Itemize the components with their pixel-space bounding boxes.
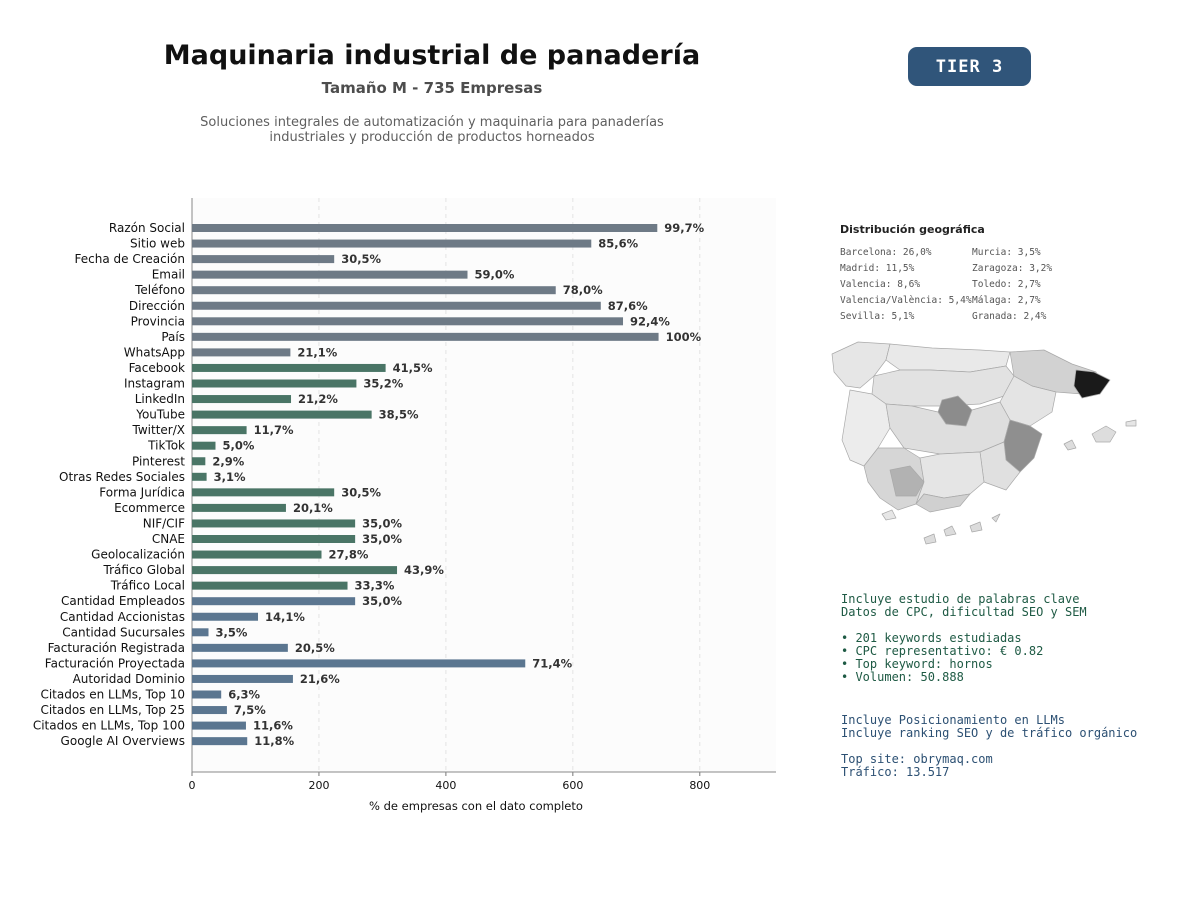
category-label: LinkedIn xyxy=(134,392,185,407)
category-label: Cantidad Accionistas xyxy=(59,609,185,624)
category-label: Geolocalización xyxy=(91,547,185,562)
description-line-2: industriales y producción de productos horneados xyxy=(269,130,595,145)
data-label: 100% xyxy=(665,329,702,344)
map-region-barcelona xyxy=(1074,370,1110,398)
bar xyxy=(192,255,334,263)
category-label: CNAE xyxy=(151,532,185,546)
plot-background xyxy=(192,198,776,772)
category-label: Citados en LLMs, Top 10 xyxy=(40,687,185,702)
data-label: 21,1% xyxy=(297,345,338,360)
bar xyxy=(192,706,227,714)
map-region-canary-3 xyxy=(970,522,982,532)
data-label: 2,9% xyxy=(212,454,245,469)
data-label: 35,0% xyxy=(362,532,403,546)
spain-map xyxy=(820,330,1150,565)
geo-right-item: Zaragoza: 3,2% xyxy=(972,263,1053,274)
bar xyxy=(192,240,591,248)
bar xyxy=(192,597,355,605)
geo-left-item: Valencia: 8,6% xyxy=(840,279,921,290)
map-region-canary-4 xyxy=(992,514,1000,522)
category-label: Teléfono xyxy=(135,283,185,298)
data-label: 20,1% xyxy=(292,500,333,515)
bar xyxy=(192,271,467,279)
bar xyxy=(192,504,286,512)
map-region-ceuta xyxy=(882,510,896,520)
bar xyxy=(192,442,215,450)
geo-right-item: Murcia: 3,5% xyxy=(972,247,1041,258)
bar xyxy=(192,473,207,481)
bar xyxy=(192,302,601,310)
data-label: 41,5% xyxy=(392,360,433,375)
category-label: Facturación Proyectada xyxy=(44,656,185,671)
category-label: Pinterest xyxy=(131,454,185,469)
x-tick-label: 800 xyxy=(689,779,711,792)
data-label: 6,3% xyxy=(228,687,261,702)
data-label: 21,6% xyxy=(299,671,340,686)
bar xyxy=(192,628,209,636)
bar xyxy=(192,691,221,699)
data-label: 21,2% xyxy=(298,392,338,407)
data-label: 11,7% xyxy=(253,423,294,438)
bar xyxy=(192,224,657,232)
bar xyxy=(192,380,356,388)
top-site: Top site: obrymaq.com xyxy=(841,752,993,766)
data-label: 30,5% xyxy=(341,252,382,267)
bar xyxy=(192,659,525,667)
data-label: 78,0% xyxy=(562,283,603,298)
keywords-line-2: Datos de CPC, dificultad SEO y SEM xyxy=(841,605,1087,619)
geo-right-item: Málaga: 2,7% xyxy=(972,295,1041,306)
data-label: 35,0% xyxy=(362,594,403,609)
category-label: TikTok xyxy=(148,438,185,453)
map-region-mallorca xyxy=(1092,426,1116,442)
category-label: Cantidad Empleados xyxy=(61,594,185,609)
category-label: Sitio web xyxy=(130,236,185,251)
bar xyxy=(192,364,386,372)
bar xyxy=(192,317,623,325)
data-label: 3,5% xyxy=(215,625,248,640)
bar xyxy=(192,488,334,496)
bar xyxy=(192,411,372,419)
data-label: 14,1% xyxy=(265,609,305,624)
keywords-bullet: • 201 keywords estudiadas xyxy=(841,631,1022,645)
bar xyxy=(192,737,247,745)
page-title: Maquinaria industrial de panadería xyxy=(163,40,701,71)
bar xyxy=(192,722,246,730)
data-label: 27,8% xyxy=(328,547,369,562)
data-label: 71,4% xyxy=(532,656,573,671)
data-label: 99,7% xyxy=(664,221,705,235)
tier-badge: TIER 3 xyxy=(908,47,1031,86)
map-region-ibiza xyxy=(1064,440,1076,450)
category-label: Twitter/X xyxy=(132,423,185,438)
data-label: 43,9% xyxy=(404,563,444,578)
category-label: Instagram xyxy=(123,376,185,391)
map-region-canary-1 xyxy=(924,534,936,544)
geo-right-item: Granada: 2,4% xyxy=(972,311,1047,322)
x-axis-label: % de empresas con el dato completo xyxy=(369,799,583,813)
x-tick-label: 600 xyxy=(562,779,584,792)
geo-title: Distribución geográfica xyxy=(840,223,985,236)
bar xyxy=(192,582,348,590)
bar xyxy=(192,333,659,341)
bar xyxy=(192,457,205,465)
bar xyxy=(192,535,355,543)
data-label: 35,2% xyxy=(363,376,404,391)
category-label: Email xyxy=(151,267,185,282)
geo-left-item: Madrid: 11,5% xyxy=(840,263,915,274)
bar xyxy=(192,566,397,574)
x-tick-label: 200 xyxy=(308,779,330,792)
x-tick-label: 0 xyxy=(188,779,196,792)
data-label: 30,5% xyxy=(341,485,382,500)
page-subtitle: Tamaño M - 735 Empresas xyxy=(321,79,543,97)
category-label: Dirección xyxy=(128,298,185,313)
data-label: 59,0% xyxy=(474,267,515,282)
bar xyxy=(192,644,288,652)
category-label: Razón Social xyxy=(108,221,185,235)
llm-line-1: Incluye Posicionamiento en LLMs xyxy=(841,713,1065,727)
geo-left-item: Sevilla: 5,1% xyxy=(840,311,915,322)
data-label: 92,4% xyxy=(630,314,670,329)
keywords-bullet: • Top keyword: hornos xyxy=(841,657,993,671)
keywords-line-1: Incluye estudio de palabras clave xyxy=(841,592,1080,606)
top-site-traffic: Tráfico: 13.517 xyxy=(841,765,950,779)
bar xyxy=(192,551,321,559)
category-label: WhatsApp xyxy=(123,345,185,360)
category-label: Tráfico Local xyxy=(110,578,185,593)
data-label: 87,6% xyxy=(607,298,648,313)
data-label: 3,1% xyxy=(213,469,246,484)
category-label: Autoridad Dominio xyxy=(72,671,185,686)
data-label: 33,3% xyxy=(354,578,395,593)
category-label: Cantidad Sucursales xyxy=(62,625,185,640)
bar xyxy=(192,426,247,434)
bar xyxy=(192,675,293,683)
category-label: NIF/CIF xyxy=(142,516,185,531)
data-label: 20,5% xyxy=(294,640,335,655)
data-label: 11,6% xyxy=(252,718,293,733)
description-line-1: Soluciones integrales de automatización y maquinaria para panaderías xyxy=(200,115,664,130)
category-label: YouTube xyxy=(136,407,185,422)
category-label: Ecommerce xyxy=(114,500,185,515)
category-label: Citados en LLMs, Top 100 xyxy=(32,718,185,733)
bar xyxy=(192,613,258,621)
llm-line-2: Incluye ranking SEO y de tráfico orgánico xyxy=(841,726,1138,740)
bar xyxy=(192,519,355,527)
bar xyxy=(192,286,556,294)
category-label: Provincia xyxy=(130,314,185,329)
category-label: Facebook xyxy=(128,360,185,375)
data-label: 5,0% xyxy=(222,438,255,453)
data-label: 35,0% xyxy=(362,516,403,531)
map-region-menorca xyxy=(1126,420,1136,426)
category-label: Tráfico Global xyxy=(103,563,185,578)
data-label: 11,8% xyxy=(254,734,295,749)
map-region-north xyxy=(886,344,1010,372)
geo-left-item: Valencia/València: 5,4% xyxy=(840,295,972,306)
category-label: Fecha de Creación xyxy=(74,252,185,267)
geo-right-item: Toledo: 2,7% xyxy=(972,279,1041,290)
x-tick-label: 400 xyxy=(435,779,457,792)
data-label: 7,5% xyxy=(233,703,266,718)
bar xyxy=(192,348,290,356)
keywords-bullet: • Volumen: 50.888 xyxy=(841,670,964,684)
data-label: 38,5% xyxy=(378,407,419,422)
category-label: País xyxy=(161,329,185,344)
category-label: Citados en LLMs, Top 25 xyxy=(40,703,185,718)
bar xyxy=(192,395,291,403)
category-label: Otras Redes Sociales xyxy=(59,469,185,484)
category-label: Facturación Registrada xyxy=(47,640,185,655)
category-label: Google AI Overviews xyxy=(60,734,185,749)
data-label: 85,6% xyxy=(598,236,639,251)
category-label: Forma Jurídica xyxy=(99,485,185,500)
map-region-canary-2 xyxy=(944,526,956,536)
keywords-bullet: • CPC representativo: € 0.82 xyxy=(841,644,1044,658)
geo-left-item: Barcelona: 26,0% xyxy=(840,247,932,258)
